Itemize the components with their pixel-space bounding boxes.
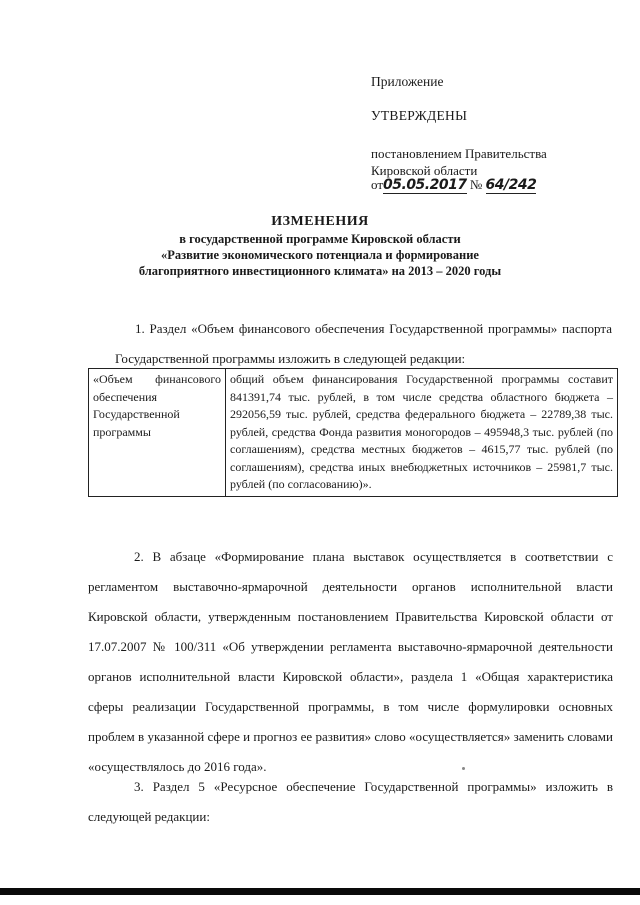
scan-speck (462, 767, 465, 770)
heading-line2: в государственной программе Кировской области (179, 232, 461, 246)
heading-line4: благоприятного инвестиционного климата» на 2013 – 2020 годы (138, 264, 502, 278)
paragraph-3: 3. Раздел 5 «Ресурсное обеспечение Государственной программы» изложить в следующей редакции: (88, 779, 613, 824)
paragraph-1: 1. Раздел «Объем финансового обеспечения Государственной программы» паспорта Государственной программы изложить в следующей редакции: (115, 321, 612, 366)
handwritten-date: 05.05.2017 (383, 177, 467, 193)
resolution-block (371, 145, 547, 179)
paragraph-2: 2. В абзаце «Формирование плана выставок осуществляется в соответствии с регламентом выставочно-ярмарочной деятельности органов исполнительной власти Кировской области, утвержденным постановлением Правительства Кировской области от 17.07.2007 № 100/311 «Об утверждении регламента выставочно-ярмарочной деятельности органов исполнительной власти Кировской области», раздела 1 «Общая характеристика сферы реализации Государственной программы, в том числе формулировки основных проблем в указанной сфере и прогноз ее развития» слово «осуществляется» заменить словами «осуществлялось до 2016 года». (88, 549, 613, 774)
heading-line3: «Развитие экономического потенциала и формирование (161, 248, 479, 262)
date-prefix: от (371, 177, 384, 192)
resolution-line2: Кировской области (371, 163, 478, 178)
date-number-row (371, 177, 536, 193)
heading-title: ИЗМЕНЕНИЯ (271, 214, 369, 229)
table-row (89, 369, 618, 497)
table-label-cell: «Объем финансового обеспечения Государственной программы (89, 369, 226, 497)
number-prefix: № (469, 177, 483, 192)
scan-bottom-edge (0, 888, 640, 895)
table-content-cell: общий объем финансирования Государственной программы составит 841391,74 тыс. рублей, в том числе средства областного бюджета – 292056,59 тыс. рублей, средства федерального бюджета – 22789,38 тыс. рублей, средства Фонда развития моногородов – 495948,3 тыс. рублей (по соглашениям), средства местных бюджетов – 4615,77 тыс. рублей (по соглашениям), средства иных внебюджетных источников – 25981,7 тыс. рублей (по согласованию)». (226, 369, 618, 497)
handwritten-number: 64/242 (485, 177, 537, 193)
resolution-line1: постановлением Правительства (371, 146, 547, 161)
appendix-label: Приложение (371, 74, 444, 89)
financing-table (88, 368, 618, 497)
approved-label: УТВЕРЖДЕНЫ (371, 108, 468, 123)
